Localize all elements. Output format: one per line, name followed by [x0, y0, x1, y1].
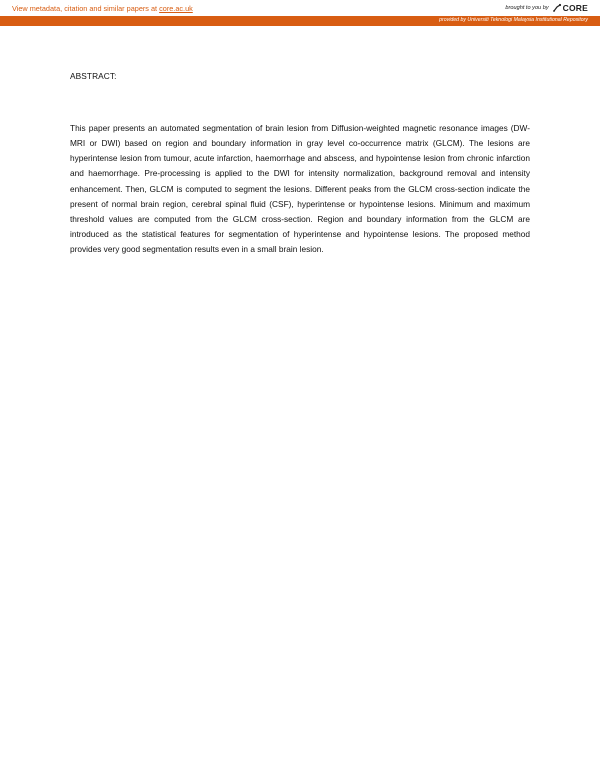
core-top-bar [0, 0, 600, 16]
core-logo-text: CORE [562, 3, 588, 13]
abstract-body: This paper presents an automated segmentation of brain lesion from Diffusion-weighted magnetic resonance images (DW-MRI or DWI) based on region and boundary information in gray level co-occurrence matrix (GLCM). The lesions are hyperintense lesion from tumour, acute infarction, haemorrhage and abscess, and hypointense lesion from chronic infarction and haemorrhage. Pre-processing is applied to the DWI for intensity normalization, background removal and intensity enhancement. Then, GLCM is computed to segment the lesions. Different peaks from the GLCM cross-section indicate the present of normal brain region, cerebral spinal fluid (CSF), hyperintense or hypointense lesions. Minimum and maximum threshold values are computed from the GLCM cross-section. Region and boundary information from the GLCM are introduced as the statistical features for segmentation of hyperintense and hypointense lesions. The proposed method provides very good segmentation results even in a small brain lesion. [70, 123, 530, 255]
brought-to-you-text: brought to you by [505, 5, 549, 11]
abstract-heading: ABSTRACT: [70, 71, 117, 81]
core-link[interactable]: core.ac.uk [159, 4, 193, 13]
core-metadata-notice [12, 4, 193, 13]
core-provided-by: provided by Universiti Teknologi Malaysia Institutional Repository [439, 17, 588, 23]
core-metadata-text: View metadata, citation and similar papers at [12, 4, 160, 13]
core-logo-icon [552, 3, 562, 13]
core-branding[interactable] [505, 3, 588, 13]
